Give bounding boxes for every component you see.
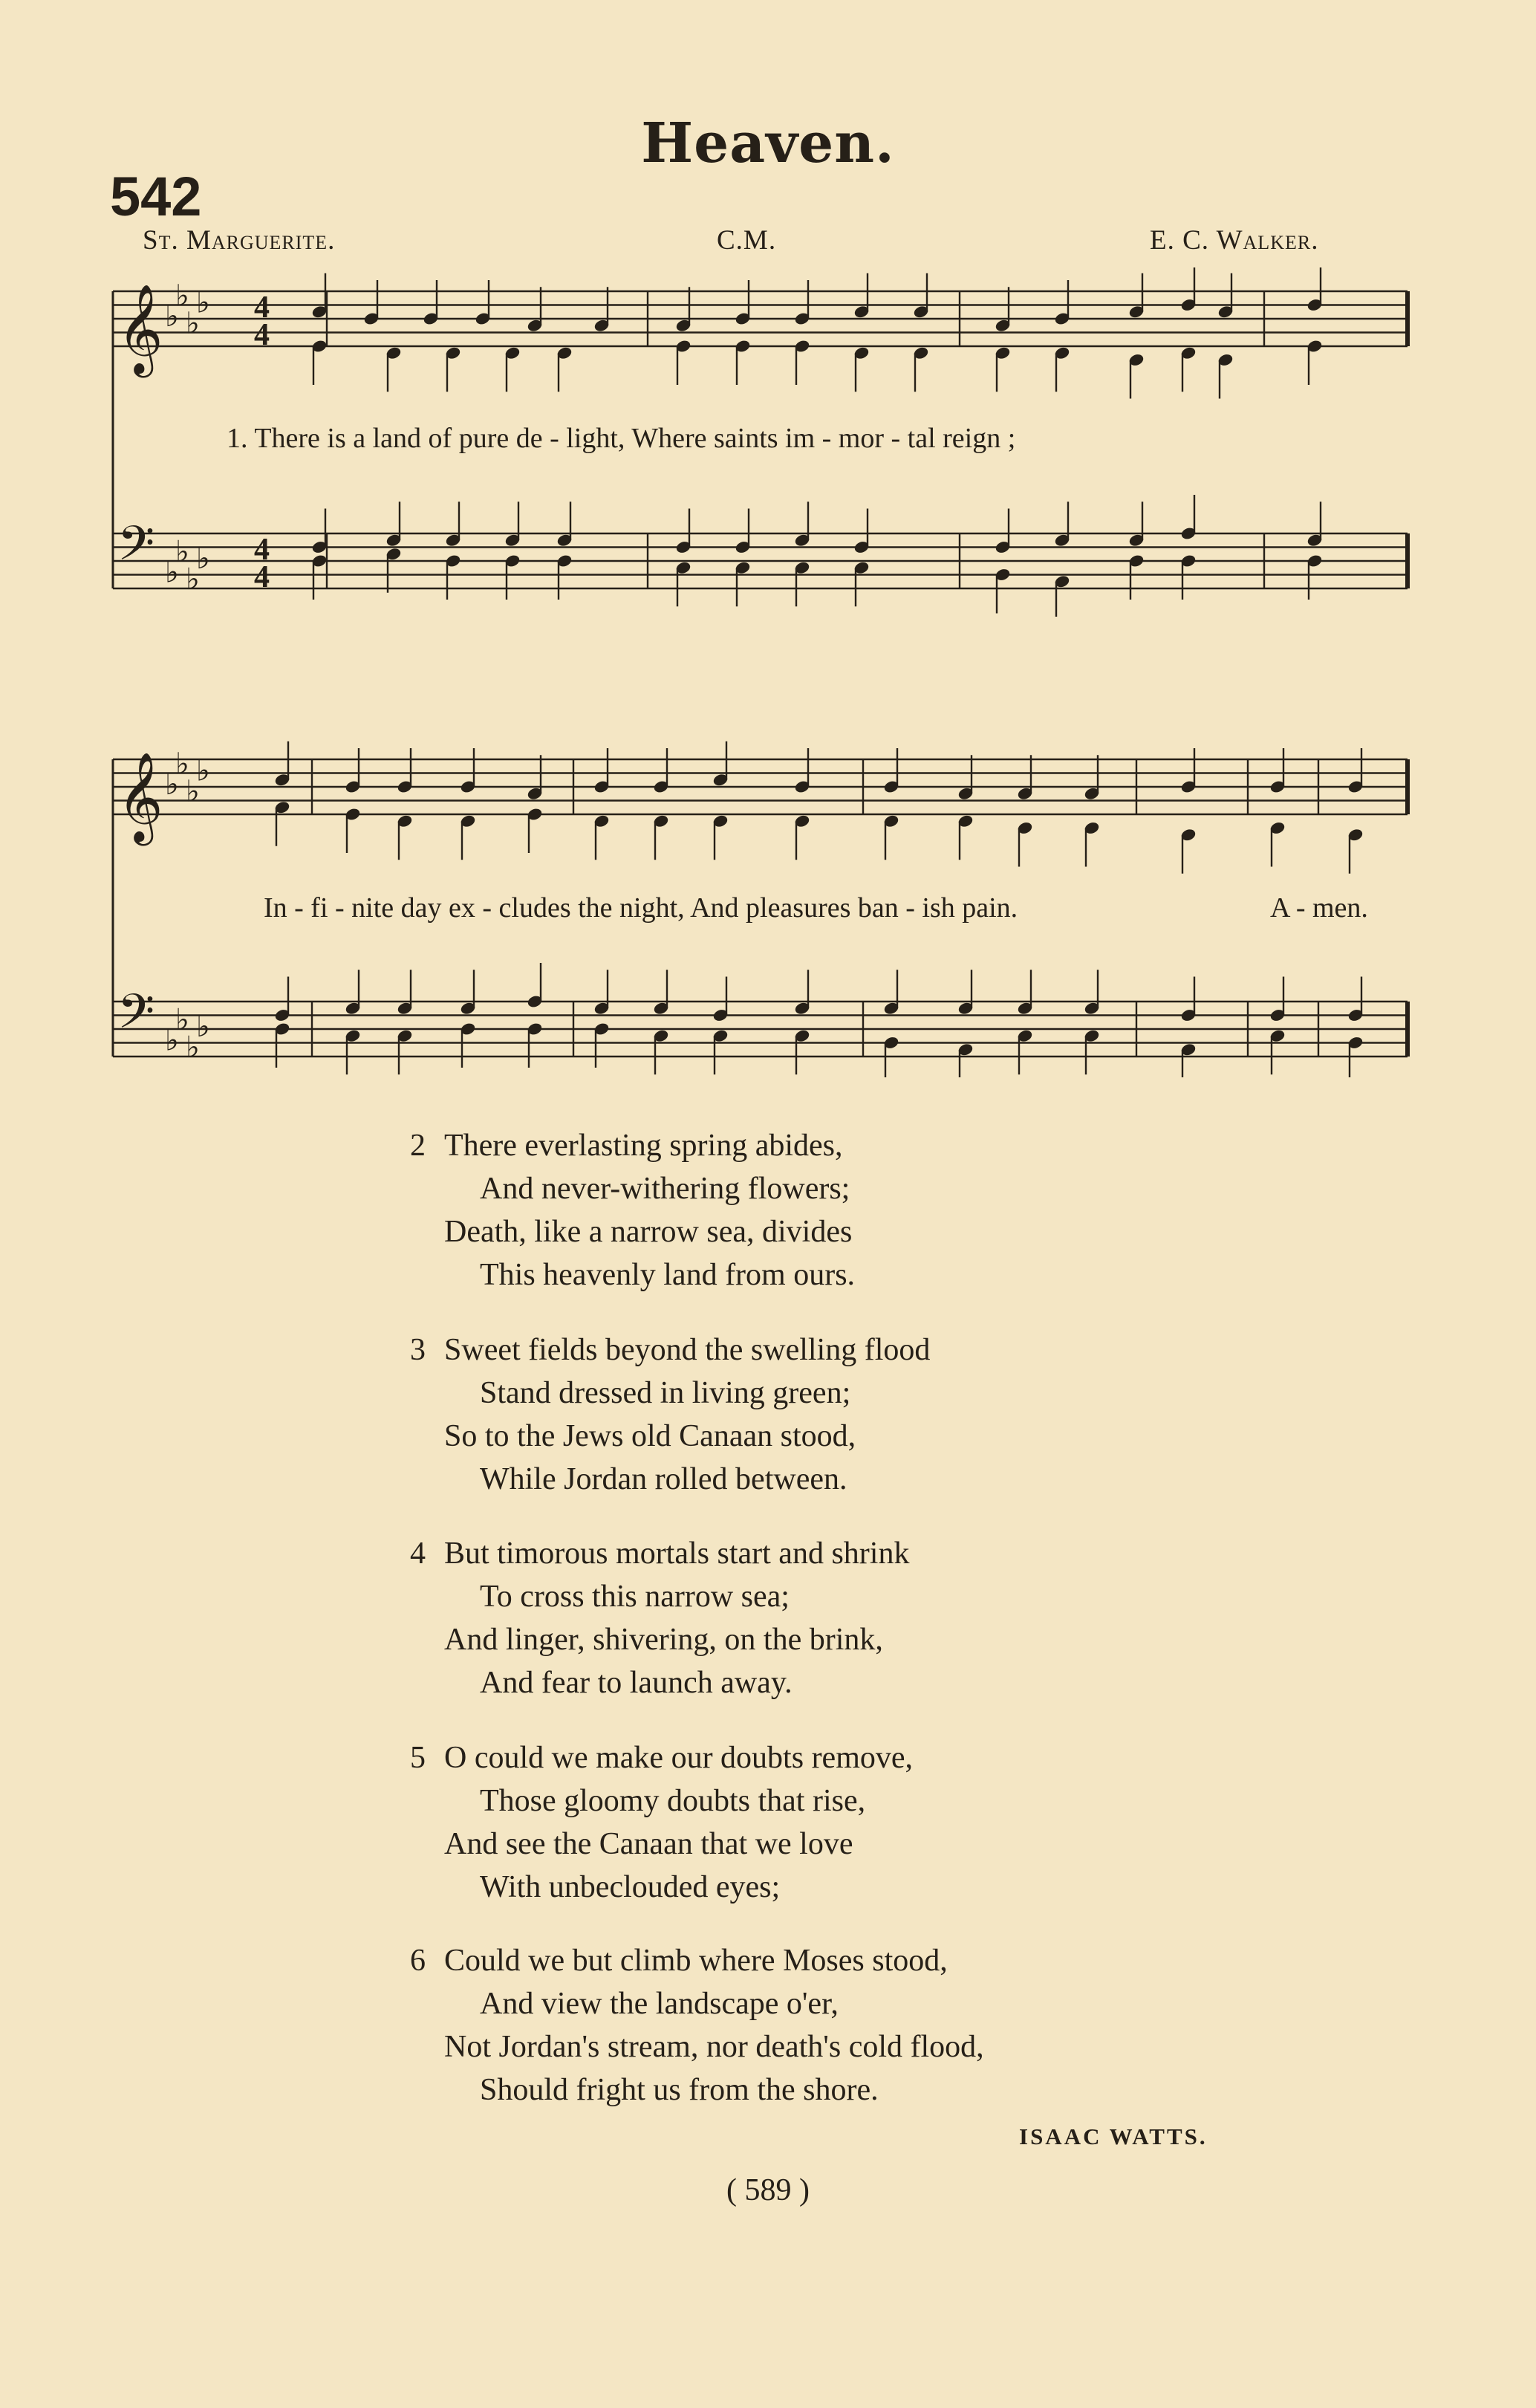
stanza-line: Not Jordan's stream, nor death's cold flood, bbox=[444, 2030, 984, 2064]
flat-sign: ♭ bbox=[186, 562, 200, 596]
bass-clef: 𝄢 bbox=[117, 517, 155, 582]
bass-clef: 𝄢 bbox=[117, 985, 155, 1050]
flat-sign: ♭ bbox=[175, 534, 189, 568]
page-number: ( 589 ) bbox=[726, 2173, 810, 2207]
flat-sign: ♭ bbox=[165, 767, 179, 801]
meter: C.M. bbox=[717, 225, 777, 256]
flat-sign: ♭ bbox=[196, 285, 210, 319]
stanza-4 bbox=[410, 1532, 909, 1704]
stanza-line: While Jordan rolled between. bbox=[480, 1462, 847, 1496]
flat-sign: ♭ bbox=[186, 306, 200, 340]
flat-sign: ♭ bbox=[186, 774, 200, 808]
stanza-line: With unbeclouded eyes; bbox=[480, 1870, 781, 1904]
stanza-line: Could we but climb where Moses stood, bbox=[444, 1944, 948, 1978]
flat-sign: ♭ bbox=[165, 1023, 179, 1057]
stanza-line: To cross this narrow sea; bbox=[480, 1580, 790, 1614]
flat-sign: ♭ bbox=[175, 1002, 189, 1036]
time-signature-bottom: 4 bbox=[254, 318, 270, 352]
stanza-line: And never-withering flowers; bbox=[480, 1172, 850, 1206]
stanza-line: Should fright us from the shore. bbox=[480, 2073, 879, 2107]
stanza-line: And view the landscape o'er, bbox=[480, 1987, 839, 2021]
stanza-5 bbox=[410, 1736, 913, 1909]
stanza-line: So to the Jews old Canaan stood, bbox=[444, 1419, 856, 1453]
stanza-number: 2 bbox=[410, 1129, 426, 1163]
flat-sign: ♭ bbox=[165, 555, 179, 589]
flat-sign: ♭ bbox=[196, 753, 210, 788]
treble-clef: 𝄞 bbox=[117, 755, 163, 840]
time-signature-bottom: 4 bbox=[254, 560, 270, 594]
hymn-author: ISAAC WATTS. bbox=[1019, 2123, 1208, 2149]
hymn-number: 542 bbox=[110, 166, 202, 227]
stanza-line: There everlasting spring abides, bbox=[444, 1129, 843, 1163]
stanza-2 bbox=[410, 1124, 855, 1297]
stanza-line: This heavenly land from ours. bbox=[480, 1258, 856, 1292]
lyrics-line-1: 1. There is a land of pure de - light, Where saints im - mor - tal reign ; bbox=[227, 423, 1016, 454]
amen-lyric: A - men. bbox=[1270, 892, 1368, 924]
stanza-line: But timorous mortals start and shrink bbox=[444, 1536, 910, 1571]
lyrics-line-2: In - fi - nite day ex - cludes the night, And pleasures ban - ish pain. bbox=[264, 892, 1018, 924]
flat-sign: ♭ bbox=[186, 1030, 200, 1064]
time-signature-top: 4 bbox=[254, 533, 270, 567]
stanza-line: Stand dressed in living green; bbox=[480, 1376, 851, 1410]
stanza-6 bbox=[410, 1939, 984, 2112]
stanza-number: 3 bbox=[410, 1333, 426, 1367]
stanza-line: And see the Canaan that we love bbox=[444, 1827, 853, 1861]
stanza-number: 4 bbox=[410, 1536, 426, 1571]
stanza-number: 6 bbox=[410, 1944, 426, 1978]
stanza-line: And linger, shivering, on the brink, bbox=[444, 1623, 883, 1657]
stanza-3 bbox=[410, 1328, 930, 1501]
stanza-line: Those gloomy doubts that rise, bbox=[480, 1784, 866, 1818]
stanza-line: O could we make our doubts remove, bbox=[444, 1741, 914, 1775]
stanza-line: Death, like a narrow sea, divides bbox=[444, 1215, 853, 1249]
stanza-number: 5 bbox=[410, 1741, 426, 1775]
treble-clef: 𝄞 bbox=[117, 287, 163, 372]
section-title: Heaven. bbox=[641, 111, 895, 175]
stanza-line: Sweet fields beyond the swelling flood bbox=[444, 1333, 931, 1367]
stanza-line: And fear to launch away. bbox=[480, 1666, 793, 1700]
flat-sign: ♭ bbox=[175, 747, 189, 781]
flat-sign: ♭ bbox=[165, 299, 179, 333]
time-signature-top: 4 bbox=[254, 291, 270, 325]
flat-sign: ♭ bbox=[196, 1010, 210, 1043]
flat-sign: ♭ bbox=[196, 542, 210, 575]
flat-sign: ♭ bbox=[175, 279, 189, 313]
tune-name: St. Marguerite. bbox=[143, 225, 336, 256]
composer: E. C. Walker. bbox=[1150, 225, 1319, 256]
